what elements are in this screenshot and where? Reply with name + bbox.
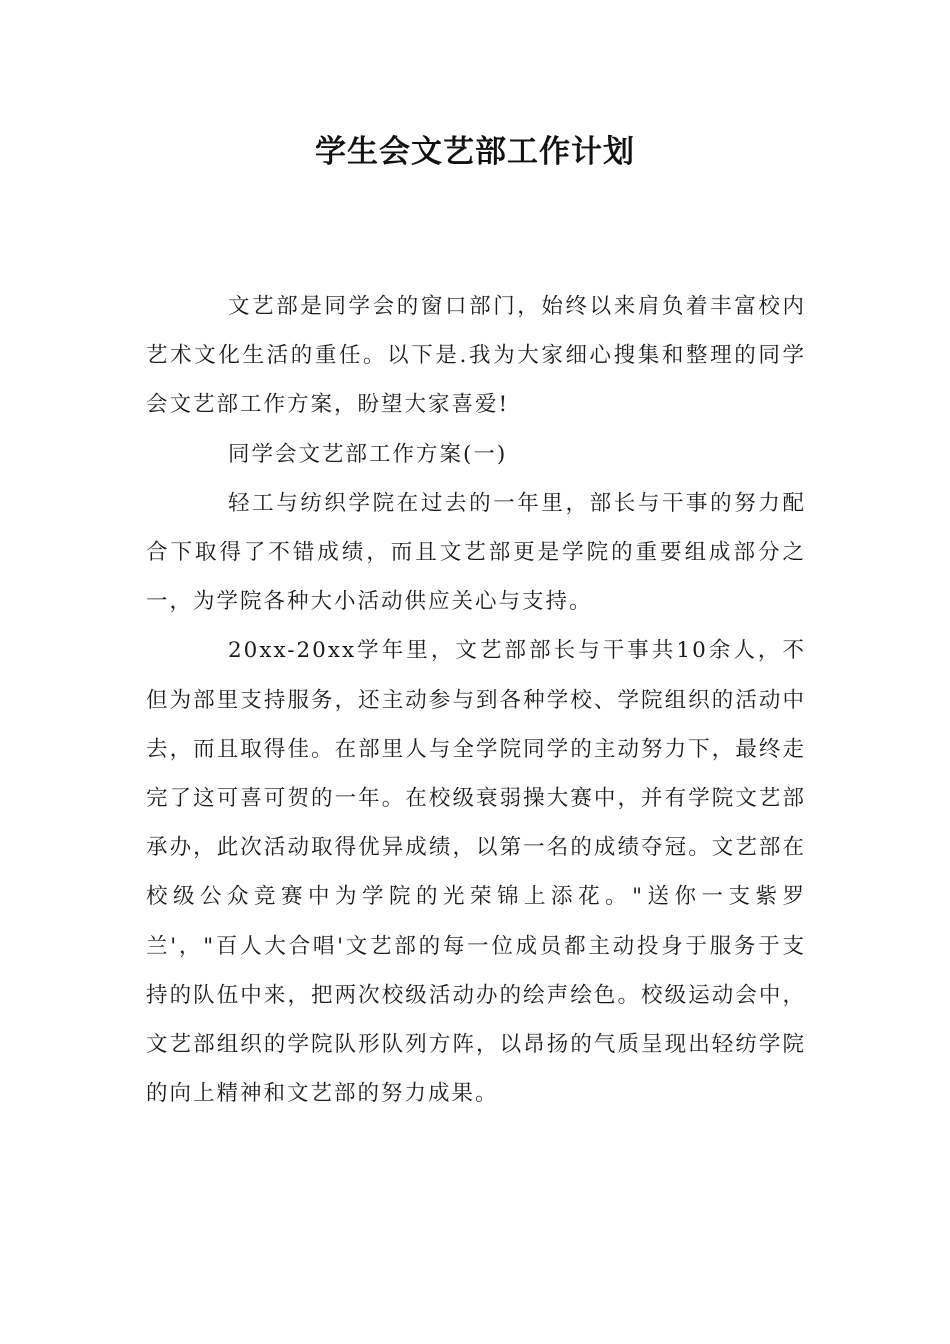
document-body <box>146 282 806 1118</box>
body-paragraph-1: 轻工与纺织学院在过去的一年里，部长与干事的努力配合下取得了不错成绩，而且文艺部更是学院的重要组成部分之一，为学院各种大小活动供应关心与支持。 <box>146 490 806 615</box>
intro-paragraph: 文艺部是同学会的窗口部门，始终以来肩负着丰富校内艺术文化生活的重任。以下是.我为大家细心搜集和整理的同学会文艺部工作方案，盼望大家喜爱! <box>146 294 806 418</box>
body-paragraph-2: 20xx-20xx学年里，文艺部部长与干事共10余人，不但为部里支持服务，还主动参与到各种学校、学院组织的活动中去，而且取得佳。在部里人与全学院同学的主动努力下，最终走完了这可喜可贺的一年。在校级衰弱操大赛中，并有学院文艺部承办，此次活动取得优异成绩，以第一名的成绩夺冠。文艺部在校级公众竞赛中为学院的光荣锦上添花。"送你一支紫罗兰'，"百人大合唱'文艺部的每一位成员都主动投身于服务于支持的队伍中来，把两次校级活动办的绘声绘色。校级运动会中，文艺部组织的学院队形队列方阵，以昂扬的气质呈现出轻纺学院的向上精神和文艺部的努力成果。 <box>146 638 806 1107</box>
section-heading: 同学会文艺部工作方案(一) <box>228 441 508 467</box>
document-title: 学生会文艺部工作计划 <box>315 134 635 170</box>
